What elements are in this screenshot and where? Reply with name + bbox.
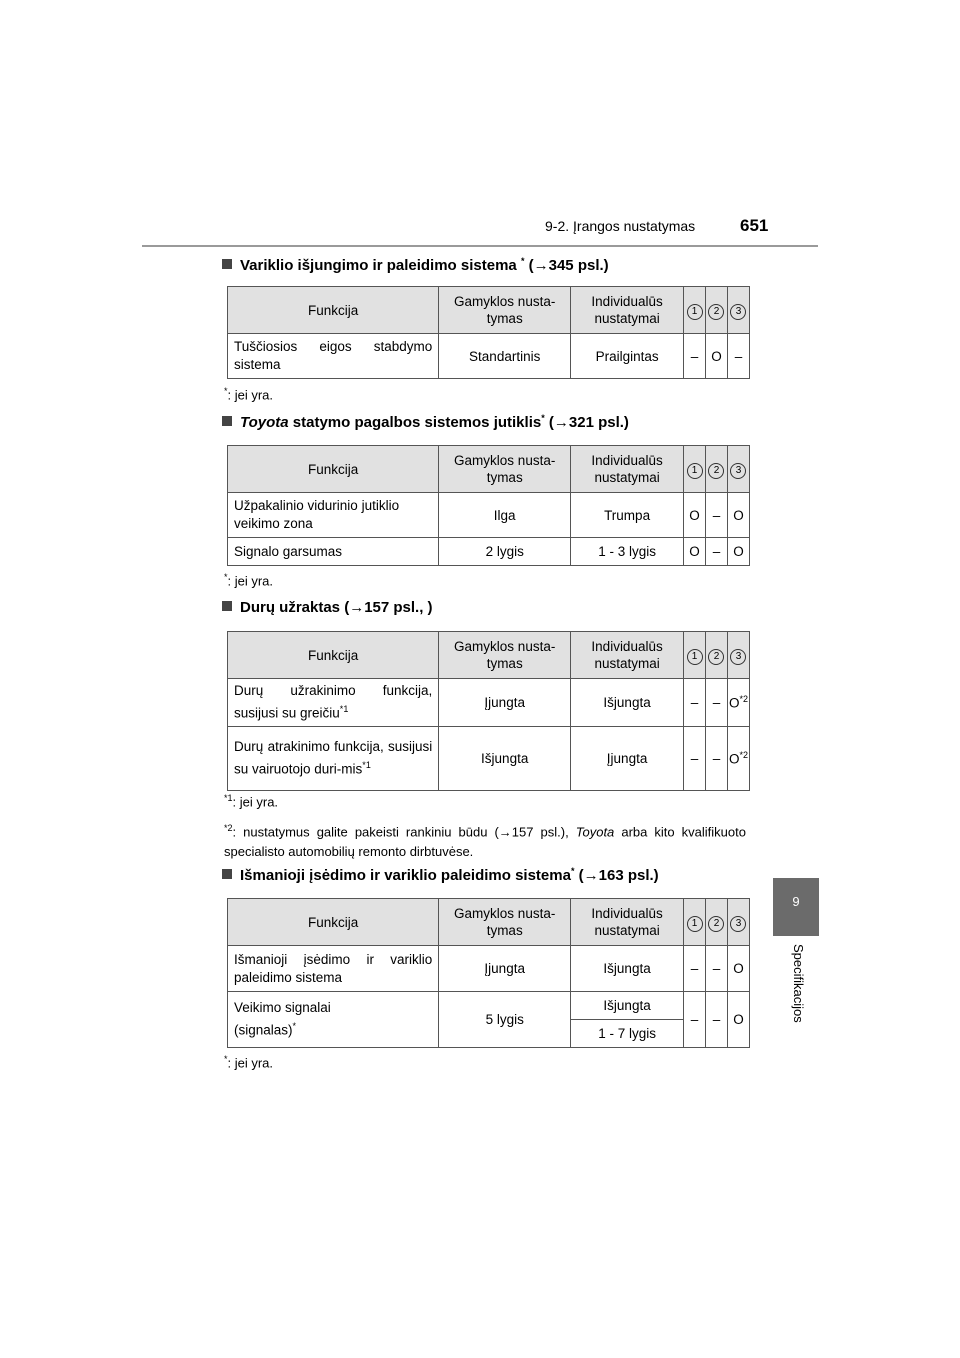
circle-3-icon: 3	[730, 649, 746, 665]
col-header-custom: Individualūs nustatymai	[571, 287, 684, 334]
section-title-parking-sensor: Toyota statymo pagalbos sistemos jutiklis* (→321 psl.)	[222, 413, 629, 431]
running-header: 9-2. Įrangos nustatymas	[545, 218, 696, 234]
settings-table-parking-sensor	[227, 445, 750, 566]
footnote: *: jei yra.	[224, 1054, 274, 1071]
circle-1-icon: 1	[687, 463, 703, 479]
header-rule	[142, 245, 818, 247]
square-bullet-icon	[222, 601, 232, 611]
circle-2-icon: 2	[708, 916, 724, 932]
table-row: Užpakalinio vidurinio jutiklio veikimo zona Ilga Trumpa O – O	[228, 493, 750, 538]
col-header-function: Funkcija	[228, 287, 439, 334]
table-row: Veikimo signalai (signalas)* 5 lygis Išjungta – – O	[228, 992, 750, 1020]
square-bullet-icon	[222, 416, 232, 426]
square-bullet-icon	[222, 869, 232, 879]
table-header-row: Funkcija Gamyklos nusta-tymas Individualūs nustatymai 1 2 3	[228, 446, 750, 493]
table-row: Signalo garsumas 2 lygis 1 - 3 lygis O – O	[228, 538, 750, 566]
circle-1-icon: 1	[687, 649, 703, 665]
table-row: Tuščiosios eigos stabdymo sistema Standartinis Prailgintas – O –	[228, 334, 750, 379]
page-number: 651	[740, 216, 769, 235]
table-header-row: Funkcija Gamyklos nusta-tymas Individualūs nustatymai 1 2 3	[228, 899, 750, 946]
chapter-tab[interactable]: 9	[773, 878, 819, 936]
section-title-door-lock: Durų užraktas (→157 psl., )	[222, 599, 433, 616]
table-row: Durų atrakinimo funkcija, susijusi su vairuotojo duri-mis$^{*1}$ Išjungta Įjungta – – $O^{*2}$	[228, 726, 750, 790]
settings-table-smart-entry	[227, 898, 750, 1048]
circle-2-icon: 2	[708, 463, 724, 479]
circle-2-icon: 2	[708, 304, 724, 320]
settings-table-engine-stop-start	[227, 286, 750, 379]
circle-2-icon: 2	[708, 649, 724, 665]
section-title-smart-entry: Išmanioji įsėdimo ir variklio paleidimo sistema* (→163 psl.)	[222, 866, 659, 884]
table-row: 1 - 7 lygis	[228, 1020, 750, 1048]
table-row: Durų užrakinimo funkcija, susijusi su greičiu$^{*1}$ Įjungta Išjungta – – $O^{*2}$	[228, 679, 750, 727]
footnote: $^{*2}$: nustatymus galite pakeisti rankiniu būdu (→157 psl.), Toyota arba kito kvalifikuoto specialisto automobilių remonto dirbtuvėse.	[224, 823, 746, 860]
col-header-default: Gamyklos nusta-tymas	[439, 287, 571, 334]
table-row: Išmanioji įsėdimo ir variklio paleidimo sistema Įjungta Išjungta – – O	[228, 946, 750, 992]
table-header-row: Funkcija Gamyklos nusta-tymas Individualūs nustatymai 1 2 3	[228, 632, 750, 679]
footnote: *: jei yra.	[224, 386, 274, 403]
circle-3-icon: 3	[730, 463, 746, 479]
circle-1-icon: 1	[687, 916, 703, 932]
footnote: $^{*1}$: jei yra.	[224, 793, 279, 810]
section-title-engine-stop-start: Variklio išjungimo ir paleidimo sistema * (→345 psl.)	[222, 256, 609, 274]
circle-3-icon: 3	[730, 304, 746, 320]
footnote: *: jei yra.	[224, 572, 274, 589]
square-bullet-icon	[222, 259, 232, 269]
table-header-row	[228, 287, 750, 334]
circle-3-icon: 3	[730, 916, 746, 932]
settings-table-door-lock	[227, 631, 750, 791]
circle-1-icon: 1	[687, 304, 703, 320]
chapter-label: Specifikacijos	[791, 944, 806, 1023]
